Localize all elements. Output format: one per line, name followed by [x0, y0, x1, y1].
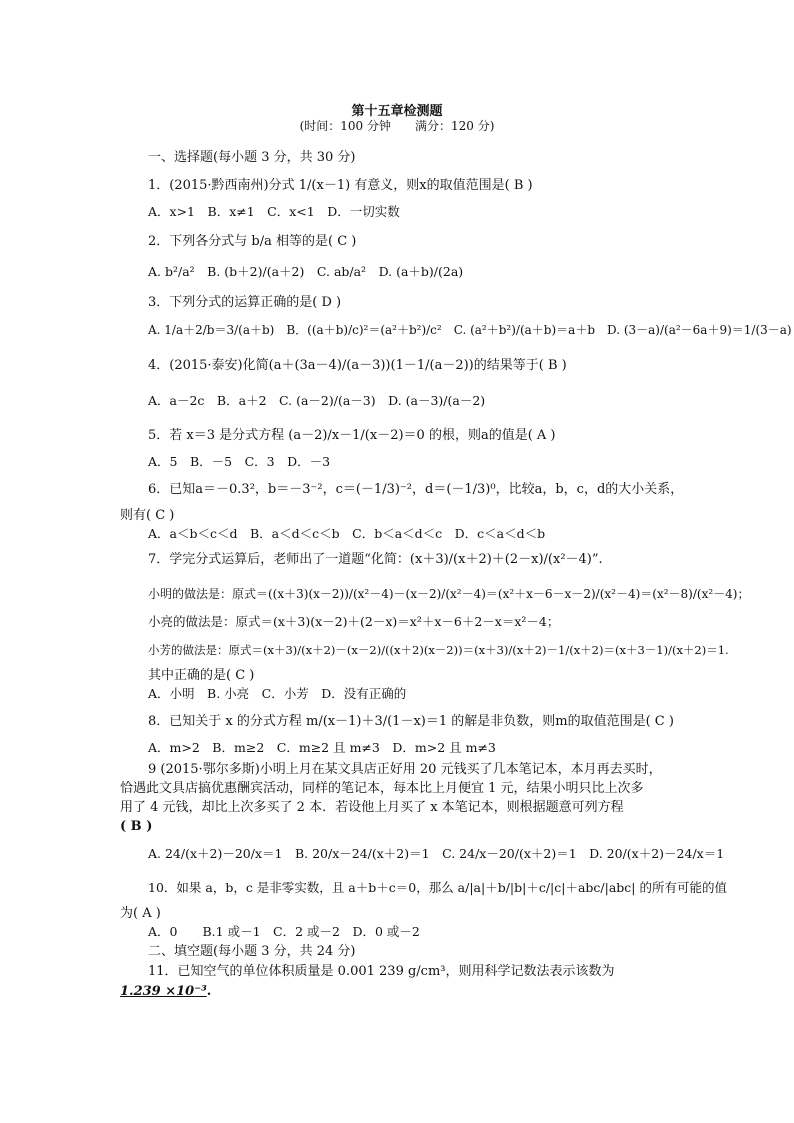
- question-6-stem-cont: 则有( C ): [120, 508, 175, 523]
- page-title: 第十五章检测题: [351, 104, 443, 119]
- question-10-stem: 10．如果 a，b，c 是非零实数，且 a＋b＋c＝0，那么 a/|a|＋b/|b|＋c/|c|＋abc/|abc| 的所有可能的值: [148, 880, 727, 895]
- question-2-stem: 2．下列各分式与 b/a 相等的是( C ): [148, 234, 357, 249]
- question-7-xiaofang: 小芳的做法是：原式＝(x＋3)/(x＋2)－(x－2)/((x＋2)(x－2))＝(x＋3)/(x＋2)－1/(x＋2)＝(x＋3－1)/(x＋2)＝1.: [148, 643, 729, 657]
- question-7-xiaoming: 小明的做法是：原式＝((x＋3)(x－2))/(x²－4)－(x－2)/(x²－4)＝(x²＋x－6－x－2)/(x²－4)＝(x²－8)/(x²－4)；: [148, 587, 750, 601]
- question-11-answer-line: [120, 984, 211, 1000]
- question-11-period: .: [206, 984, 212, 999]
- question-5-options: A．5 B．－5 C．3 D．－3: [148, 454, 331, 469]
- question-4-stem: 4．(2015·泰安)化简(a＋(3a－4)/(a－3))(1－1/(a－2))的结果等于( B ): [148, 358, 567, 373]
- question-5-stem: 5．若 x＝3 是分式方程 (a－2)/x－1/(x－2)＝0 的根，则a的值是( A ): [148, 428, 556, 443]
- question-8-options: A．m>2 B．m≥2 C．m≥2 且 m≠3 D．m>2 且 m≠3: [148, 740, 496, 755]
- question-7-xiaoliang: 小亮的做法是：原式＝(x＋3)(x－2)＋(2－x)＝x²＋x－6＋2－x＝x²－4；: [148, 614, 560, 629]
- question-9-stem: 9 (2015·鄂尔多斯)小明上月在某文具店正好用 20 元钱买了几本笔记本，本月再去买时，: [148, 762, 662, 777]
- question-8-stem: 8．已知关于 x 的分式方程 m/(x－1)＋3/(1－x)＝1 的解是非负数，则m的取值范围是( C ): [148, 714, 674, 729]
- page-subtitle: (时间：100 分钟 满分：120 分): [299, 119, 495, 133]
- question-11-stem: 11．已知空气的单位体积质量是 0.001 239 g/cm³，则用科学记数法表示该数为: [148, 964, 615, 979]
- question-2-options: A. b²/a² B. (b＋2)/(a＋2) C. ab/a² D. (a＋b)/(2a): [148, 264, 464, 279]
- question-10-options: A．0 B.1 或－1 C．2 或－2 D．0 或－2: [148, 924, 420, 939]
- question-7-stem: 7．学完分式运算后，老师出了一道题“化简：(x＋3)/(x＋2)＋(2－x)/(x²－4)”.: [148, 552, 603, 567]
- section-1-heading: 一、选择题(每小题 3 分，共 30 分): [148, 150, 356, 165]
- question-3-options: A. 1/a＋2/b＝3/(a＋b) B．((a＋b)/c)²＝(a²＋b²)/c² C. (a²＋b²)/(a＋b)＝a＋b D. (3－a)/(a²－6a＋9)＝1/(3－a): [148, 323, 792, 337]
- question-6-stem: 6．已知a＝－0.3²，b＝－3⁻²，c＝(－1/3)⁻²，d＝(－1/3)⁰，比较a，b，c，d的大小关系，: [148, 482, 684, 497]
- question-9-stem-line3: 用了 4 元钱，却比上次多买了 2 本．若设他上月买了 x 本笔记本，则根据题意可列方程: [120, 800, 624, 815]
- question-1-options: A．x>1 B．x≠1 C．x<1 D．一切实数: [148, 204, 400, 219]
- question-1-stem: 1．(2015·黔西南州)分式 1/(x－1) 有意义，则x的取值范围是( B ): [148, 178, 533, 193]
- question-6-options: A．a＜b＜c＜d B．a＜d＜c＜b C．b＜a＜d＜c D．c＜a＜d＜b: [148, 526, 546, 541]
- question-11-answer: 1.239 ×10⁻³: [120, 984, 207, 999]
- question-10-stem-cont: 为( A ): [120, 906, 161, 921]
- question-4-options: A．a－2c B．a＋2 C. (a－2)/(a－3) D. (a－3)/(a－2): [148, 393, 486, 408]
- section-2-heading: 二、填空题(每小题 3 分，共 24 分): [148, 944, 356, 959]
- question-9-options: A. 24/(x＋2)－20/x＝1 B. 20/x－24/(x＋2)＝1 C. 24/x－20/(x＋2)＝1 D. 20/(x＋2)－24/x＝1: [148, 846, 725, 861]
- question-3-stem: 3．下列分式的运算正确的是( D ): [148, 295, 342, 310]
- question-7-prompt: 其中正确的是( C ): [148, 668, 255, 683]
- question-9-answer: ( B ): [120, 819, 153, 834]
- question-7-options: A．小明 B. 小亮 C．小芳 D．没有正确的: [148, 686, 407, 701]
- question-9-stem-line2: 恰遇此文具店搞优惠酬宾活动，同样的笔记本，每本比上月便宜 1 元，结果小明只比上次多: [120, 781, 644, 796]
